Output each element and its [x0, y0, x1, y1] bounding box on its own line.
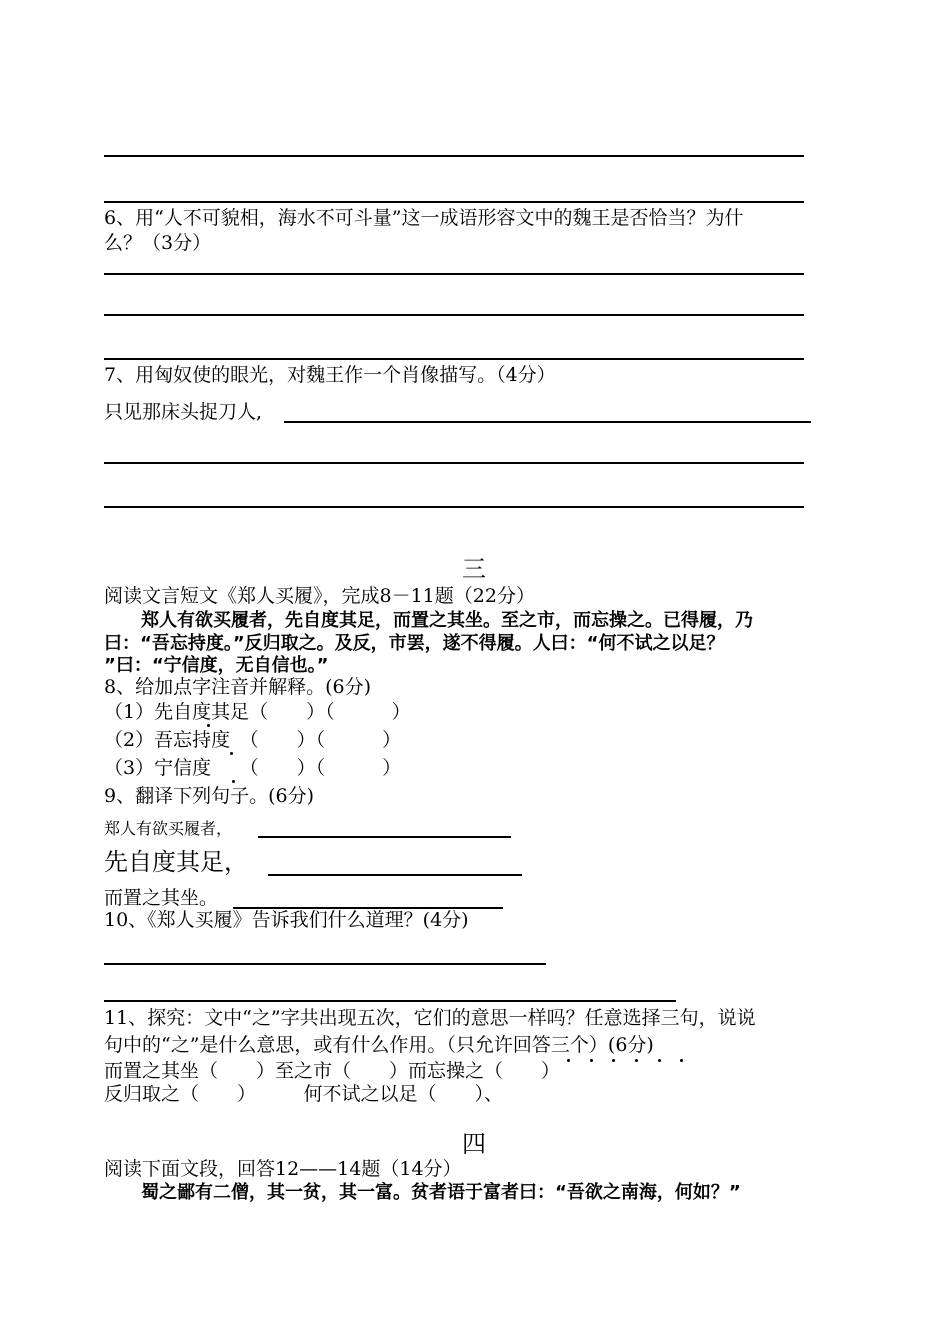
passage-line: 郑人有欲买履者，先自度其足，而置之其坐。至之市，而忘操之。已得履，乃	[141, 610, 753, 631]
answer-line[interactable]	[104, 273, 804, 275]
emphasis-dot	[590, 1059, 593, 1062]
section4-intro: 阅读下面文段，回答12——14题（14分）	[104, 1158, 462, 1180]
passage-line: 蜀之鄙有二僧，其一贫，其一富。贫者语于富者曰：“吾欲之南海，何如？”	[141, 1182, 741, 1203]
q9-sentence-2: 先自度其足，	[104, 848, 248, 876]
answer-line[interactable]	[104, 155, 804, 157]
q9-prompt: 9、翻译下列句子。(6分)	[104, 785, 315, 807]
answer-line[interactable]	[258, 836, 511, 838]
emphasis-dot	[612, 1059, 615, 1062]
q8-item-2: （2）吾忘持度 （ ）（ ）	[104, 729, 402, 751]
section-heading-3: 三	[462, 555, 486, 583]
q9-sentence-1: 郑人有欲买履者，	[104, 819, 233, 838]
answer-line[interactable]	[104, 314, 804, 316]
q11-line4: 反归取之（ ） 何不试之以足（ ）、	[104, 1083, 504, 1105]
q8-item-1: （1）先自度其足（ ）（ ）	[104, 701, 411, 723]
answer-line[interactable]	[104, 1000, 676, 1002]
q6-line2: 么？（3分）	[104, 232, 212, 254]
emphasis-dot	[680, 1059, 683, 1062]
q9-sentence-3: 而置之其坐。	[104, 887, 219, 909]
q8-item-3: （3）宁信度 （ ）（ ）	[104, 757, 402, 779]
emphasis-dot	[232, 780, 235, 783]
passage-line: ”曰：“宁信度，无自信也。”	[104, 655, 329, 676]
answer-line[interactable]	[104, 201, 804, 203]
emphasis-dot	[658, 1059, 661, 1062]
answer-line[interactable]	[104, 963, 546, 965]
q7-prompt: 7、用匈奴使的眼光，对魏王作一个肖像描写。（4分）	[104, 364, 556, 386]
emphasis-dot	[635, 1059, 638, 1062]
answer-line[interactable]	[268, 874, 522, 876]
q6-line1: 6、用“人不可貌相，海水不可斗量”这一成语形容文中的魏王是否恰当？为什	[104, 207, 744, 229]
q11-line2: 句中的“之”是什么意思，或有什么作用。（只允许回答三个）(6分)	[104, 1034, 654, 1056]
q8-prompt: 8、给加点字注音并解释。(6分)	[104, 676, 372, 698]
passage-line: 曰：“吾忘持度。”反归取之。及反，市罢，遂不得履。人曰：“何不试之以足？	[104, 633, 725, 654]
q11-line1: 11、探究：文中“之”字共出现五次，它们的意思一样吗？任意选择三句，说说	[104, 1007, 756, 1029]
answer-line[interactable]	[284, 421, 811, 423]
emphasis-dot	[230, 752, 233, 755]
section-heading-4: 四	[462, 1130, 486, 1158]
answer-line[interactable]	[104, 358, 804, 360]
emphasis-dot	[207, 724, 210, 727]
q11-line3: 而置之其坐（ ）至之市（ ）而忘操之（ ）	[104, 1060, 561, 1082]
emphasis-dot	[567, 1059, 570, 1062]
answer-line[interactable]	[104, 506, 804, 508]
q10-prompt: 10、《郑人买履》告诉我们什么道理？(4分)	[104, 909, 469, 931]
answer-line[interactable]	[104, 462, 804, 464]
section3-intro: 阅读文言短文《郑人买履》，完成8－11题（22分）	[104, 585, 535, 607]
q7-starter: 只见那床头捉刀人,	[104, 401, 263, 423]
